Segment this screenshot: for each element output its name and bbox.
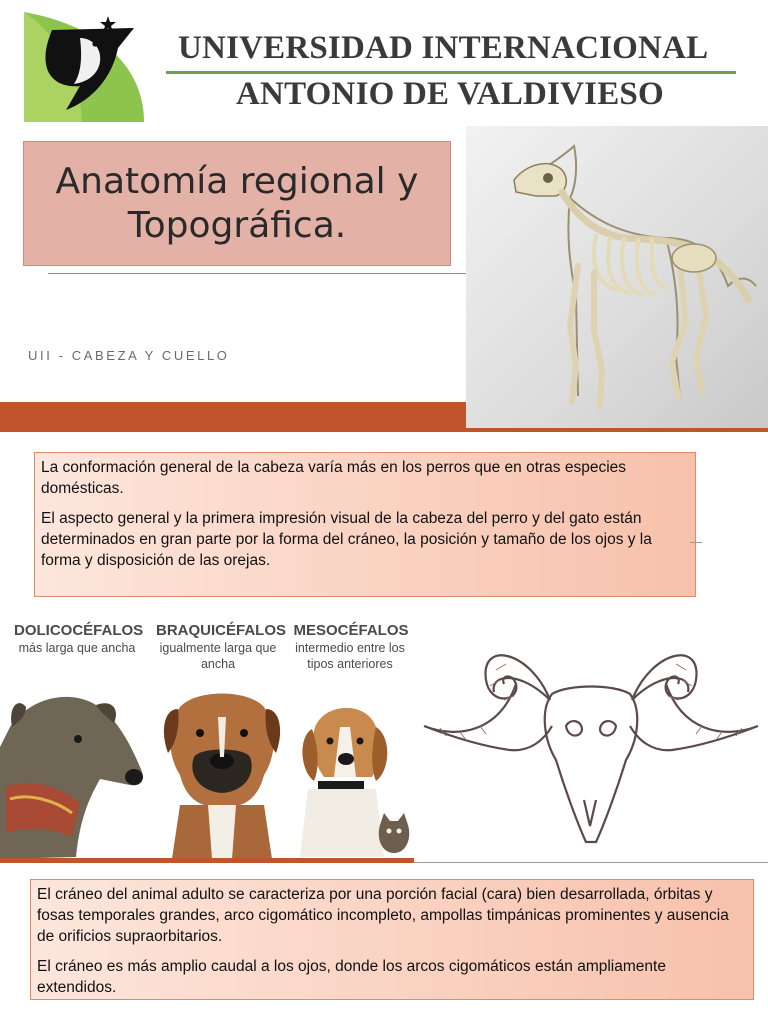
type-dolicocefalos-desc: más larga que ancha: [18, 641, 136, 655]
cranium-paragraph-2: El cráneo es más amplio caudal a los ojos, donde los arcos cigomáticos están ampliamente extendidos.: [37, 958, 666, 996]
type-braquicefalos-desc: igualmente larga que ancha: [159, 641, 277, 671]
greyhound-photo: [0, 687, 150, 859]
intro-text-box: [34, 452, 696, 597]
intro-paragraph-1: La conformación general de la cabeza varía más en los perros que en otras especies domésticas.: [41, 459, 627, 497]
title-rule: [48, 273, 466, 274]
orange-accent-band-lower: [0, 858, 414, 863]
slide-subtitle: UII - CABEZA Y CUELLO: [28, 348, 230, 363]
type-braquicefalos-name: BRAQUICÉFALOS: [156, 622, 287, 639]
cranium-paragraph-1: El cráneo del animal adulto se caracteriza por una porción facial (cara) bien desarrollada, órbitas y fosas temporales grandes, arco cigomático incompleto, ampollas timpánicas prominentes y ausencia de orificios supraorbitarios.: [37, 886, 729, 945]
beagle-photo: [294, 697, 414, 857]
slide-title: Anatomía regional y Topográfica.: [55, 160, 419, 246]
type-mesocefalos-desc: intermedio entre los tipos anteriores: [295, 641, 405, 671]
university-name-line2: ANTONIO DE VALDIVIESO: [236, 76, 664, 112]
divider-line: [414, 862, 768, 863]
dog-skeleton-illustration: [466, 126, 768, 428]
orange-accent-band-thin: [466, 428, 768, 432]
ram-skull-illustration: [420, 630, 762, 850]
type-dolicocefalos-name: DOLICOCÉFALOS: [14, 622, 144, 639]
intro-paragraph-2: El aspecto general y la primera impresión visual de la cabeza del perro y del gato están determinados en gran parte por la forma del cráneo, la posición y tamaño de los ojos y la forma y disposición de las orejas.: [41, 510, 652, 569]
orange-accent-band: [0, 402, 466, 432]
boxer-photo: [160, 687, 284, 859]
university-logo-icon: [22, 8, 146, 124]
skull-types-panel: [0, 605, 414, 863]
header-rule: [166, 71, 736, 74]
dog-skeleton-panel: [466, 126, 768, 428]
type-mesocefalos-name: MESOCÉFALOS: [293, 622, 409, 639]
university-name-line1: UNIVERSIDAD INTERNACIONAL: [178, 30, 709, 66]
divider-stub: [690, 542, 702, 543]
cranium-text-box: [30, 879, 754, 1000]
title-box: [23, 141, 451, 266]
